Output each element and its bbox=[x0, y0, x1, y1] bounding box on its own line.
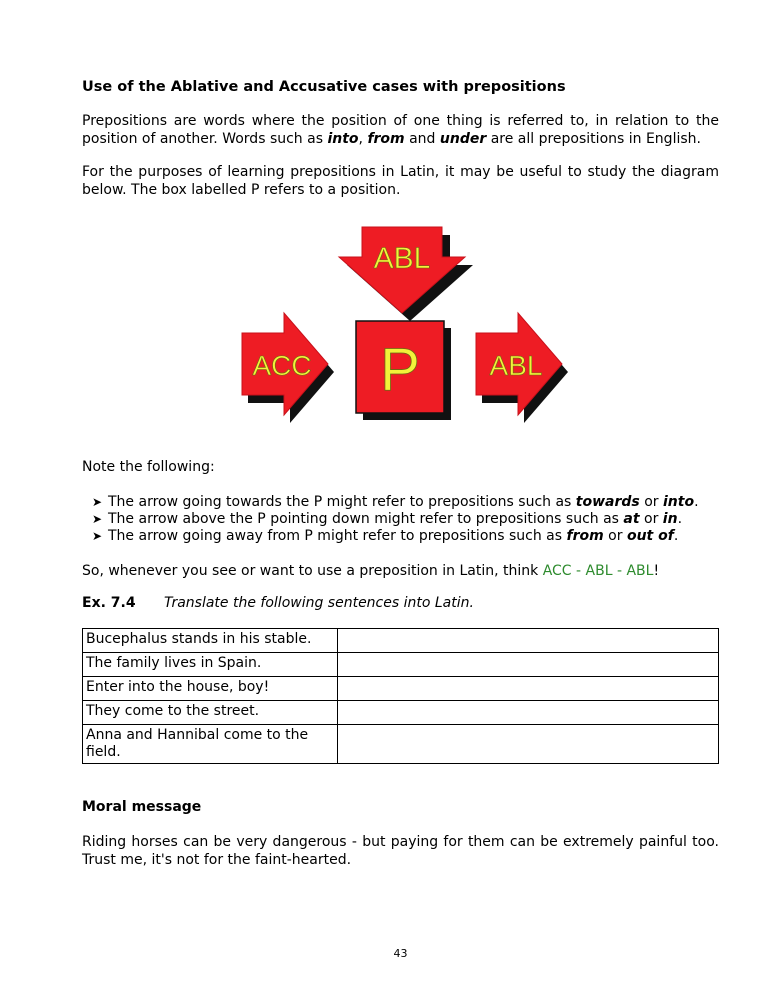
text-span: The arrow going away from P might refer to prepositions such as bbox=[108, 528, 567, 544]
sentence-cell: Bucephalus stands in his stable. bbox=[83, 629, 338, 653]
emphasis-under: under bbox=[439, 131, 487, 147]
table-row bbox=[83, 629, 719, 653]
moral-heading: Moral message bbox=[82, 799, 202, 815]
emphasis-into: into bbox=[327, 131, 359, 147]
sentence-cell: Anna and Hannibal come to the field. bbox=[83, 725, 338, 764]
bullet-arrow-icon: ➤ bbox=[92, 512, 103, 526]
center-box bbox=[356, 321, 451, 420]
table-row bbox=[83, 677, 719, 701]
diagram-intro-paragraph: For the purposes of learning prepositions in Latin, it may be useful to study the diagram below. The box labelled P refers to a position. bbox=[82, 164, 719, 198]
text-span: , bbox=[358, 131, 368, 147]
bullet-list bbox=[92, 494, 699, 545]
sentence-cell: The family lives in Spain. bbox=[83, 653, 338, 677]
list-item bbox=[92, 511, 699, 528]
text-span: and bbox=[404, 131, 440, 147]
summary-paragraph bbox=[82, 562, 719, 580]
text-span: The arrow going towards the P might refer to prepositions such as bbox=[108, 494, 576, 510]
right-arrow bbox=[476, 313, 568, 423]
list-item bbox=[92, 494, 699, 511]
table-row bbox=[83, 725, 719, 764]
sentence-cell: Enter into the house, boy! bbox=[83, 677, 338, 701]
note-line: Note the following: bbox=[82, 459, 215, 475]
preposition-diagram bbox=[232, 215, 572, 435]
text-span: ! bbox=[653, 563, 660, 579]
mnemonic-text: ACC - ABL - ABL bbox=[542, 563, 654, 579]
moral-paragraph: Riding horses can be very dangerous - but paying for them can be extremely painful too. Trust me, it's not for the faint-hearted. bbox=[82, 834, 719, 868]
center-box-label: P bbox=[379, 336, 421, 403]
right-arrow-label: ABL bbox=[489, 350, 543, 381]
text-span: are all prepositions in English. bbox=[486, 131, 701, 147]
exercise-number: Ex. 7.4 bbox=[82, 595, 136, 611]
bullet-arrow-icon: ➤ bbox=[92, 495, 103, 509]
answer-cell[interactable] bbox=[338, 701, 719, 725]
answer-cell[interactable] bbox=[338, 653, 719, 677]
top-arrow bbox=[339, 227, 473, 321]
text-span: . bbox=[694, 494, 699, 510]
left-arrow bbox=[242, 313, 334, 423]
table-row bbox=[83, 701, 719, 725]
intro-paragraph bbox=[82, 112, 719, 148]
text-span: . bbox=[677, 511, 683, 527]
section-heading: Use of the Ablative and Accusative cases with prepositions bbox=[82, 79, 566, 95]
text-span: or bbox=[639, 494, 663, 510]
emphasis: in bbox=[662, 511, 678, 527]
exercise-instruction: Translate the following sentences into Latin. bbox=[164, 595, 474, 611]
table-row bbox=[83, 653, 719, 677]
translation-table bbox=[82, 628, 719, 764]
answer-cell[interactable] bbox=[338, 629, 719, 653]
left-arrow-label: ACC bbox=[252, 350, 312, 381]
emphasis: towards bbox=[575, 494, 640, 510]
text-span: . bbox=[673, 528, 679, 544]
emphasis: from bbox=[566, 528, 604, 544]
emphasis: at bbox=[623, 511, 640, 527]
text-span: or bbox=[603, 528, 627, 544]
top-arrow-label: ABL bbox=[373, 242, 431, 275]
sentence-cell: They come to the street. bbox=[83, 701, 338, 725]
answer-cell[interactable] bbox=[338, 725, 719, 764]
page-number: 43 bbox=[393, 947, 408, 960]
emphasis-from: from bbox=[367, 131, 405, 147]
bullet-arrow-icon: ➤ bbox=[92, 529, 103, 543]
emphasis: into bbox=[662, 494, 695, 510]
text-span: Prepositions are words where the position of one thing is referred to, in relation to the position of another. Words such as bbox=[82, 113, 719, 147]
emphasis: out of bbox=[626, 528, 674, 544]
list-item bbox=[92, 528, 699, 545]
text-span: So, whenever you see or want to use a preposition in Latin, think bbox=[82, 563, 543, 579]
text-span: The arrow above the P pointing down might refer to prepositions such as bbox=[108, 511, 624, 527]
exercise-header bbox=[82, 595, 474, 611]
text-span: or bbox=[639, 511, 663, 527]
answer-cell[interactable] bbox=[338, 677, 719, 701]
